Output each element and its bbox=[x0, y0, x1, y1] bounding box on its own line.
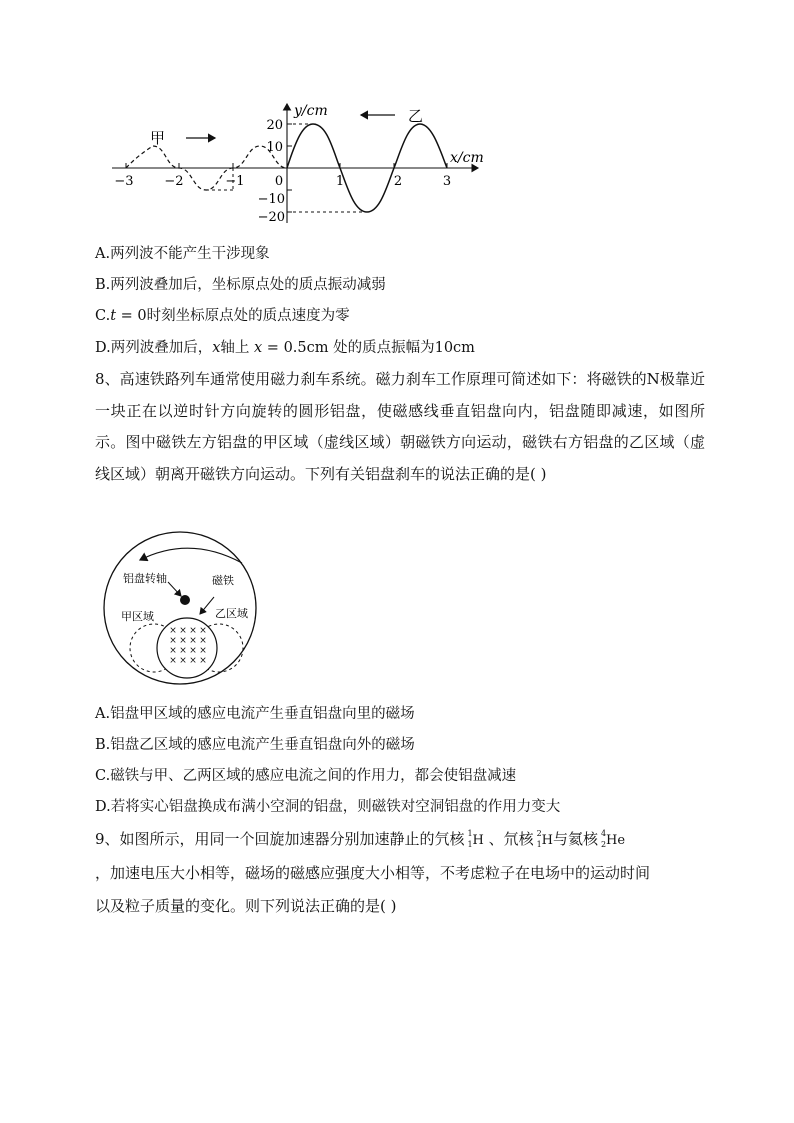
svg-text:×: × bbox=[169, 646, 177, 656]
q8-option-d bbox=[95, 797, 560, 817]
svg-text:×: × bbox=[199, 646, 207, 656]
y-tick-label: 20 bbox=[266, 118, 283, 133]
helium-nucleus: 4 2 bbox=[600, 829, 607, 849]
disk-axis bbox=[180, 595, 190, 605]
svg-text:×: × bbox=[199, 656, 207, 666]
option-text: 磁铁与甲、乙两区域的感应电流之间的作用力，都会使铝盘减速 bbox=[110, 768, 517, 784]
svg-text:×: × bbox=[169, 656, 177, 666]
magnet-label: 磁铁 bbox=[212, 574, 234, 587]
q9-stem-line-2: ，加速电压大小相等，磁场的磁感应强度大小相等，不考虑粒子在电场中的运动时间 bbox=[95, 864, 651, 882]
y-tick-label: 10 bbox=[266, 140, 283, 155]
axis-pointer bbox=[168, 582, 181, 596]
x-tick-label: 2 bbox=[393, 174, 403, 189]
svg-text:×: × bbox=[189, 636, 197, 646]
x-tick-label: 0 bbox=[274, 174, 284, 189]
option-text: 铝盘甲区域的感应电流产生垂直铝盘向里的磁场 bbox=[110, 706, 415, 722]
wave-figure bbox=[105, 95, 505, 230]
disk-axis-label: 铝盘转轴 bbox=[123, 572, 167, 585]
y-axis-label: y/cm bbox=[294, 103, 328, 119]
svg-text:×: × bbox=[179, 646, 187, 656]
q9-stem-line-3: 以及粒子质量的变化。则下列说法正确的是( ) bbox=[95, 897, 397, 915]
x-tick-label: 3 bbox=[442, 174, 452, 189]
y-tick-label: −10 bbox=[257, 192, 285, 207]
variable-x: x bbox=[212, 340, 221, 356]
variable-t: t bbox=[110, 308, 117, 324]
option-text: 铝盘乙区域的感应电流产生垂直铝盘向外的磁场 bbox=[110, 737, 415, 753]
region-jia-label: 甲区域 bbox=[121, 610, 154, 623]
svg-text:×: × bbox=[199, 636, 207, 646]
x-tick-label: −3 bbox=[114, 174, 134, 189]
option-prefix: A. bbox=[95, 246, 111, 262]
svg-text:×: × bbox=[199, 626, 207, 636]
x-tick-label: 1 bbox=[335, 174, 345, 189]
svg-text:×: × bbox=[169, 626, 177, 636]
q8-option-c bbox=[95, 766, 516, 786]
wave-yi-label: 乙 bbox=[408, 107, 424, 125]
deuterium-nucleus: 2 1 bbox=[536, 829, 542, 849]
svg-text:×: × bbox=[189, 626, 197, 636]
svg-text:×: × bbox=[179, 636, 187, 646]
q8-stem: 8、高速铁路列车通常使用磁力刹车系统。磁力刹车工作原理可简述如下：将磁铁的N极靠近一块正在以逆时针方向旋转的圆形铝盘，使磁感线垂直铝盘向内，铝盘随即减速，如图所示。图中磁铁左方铝盘的甲区域（虚线区域）朝磁铁方向运动，磁铁右方铝盘的乙区域（虚线区域）朝离开磁铁方向运动。下列有关铝盘刹车的说法正确的是( ) bbox=[95, 370, 705, 483]
q7-option-c: C.t = 0时刻坐标原点处的质点速度为零 bbox=[95, 308, 350, 324]
region-yi-label: 乙区域 bbox=[215, 607, 248, 620]
svg-text:×: × bbox=[179, 626, 187, 636]
option-prefix: A. bbox=[95, 706, 111, 722]
option-text: 两列波不能产生干涉现象 bbox=[110, 246, 270, 262]
magnet-region bbox=[157, 618, 217, 678]
svg-text:×: × bbox=[189, 656, 197, 666]
q8-option-b bbox=[95, 735, 415, 755]
variable-x: x bbox=[254, 340, 263, 356]
q7-option-d: D.两列波叠加后，x轴上 x = 0.5cm 处的质点振幅为10cm bbox=[95, 340, 475, 356]
y-tick-label: −20 bbox=[257, 210, 285, 225]
x-tick-label: −1 bbox=[225, 174, 245, 189]
option-prefix: B. bbox=[95, 277, 111, 293]
q9-stem-line-1: 9、如图所示，用同一个回旋加速器分别加速静止的氕核 1 1 H 、氘核 2 1 H与氦核 4 2 He bbox=[95, 829, 626, 849]
x-axis-label: x/cm bbox=[450, 150, 484, 166]
option-text: 两列波叠加后，坐标原点处的质点振动减弱 bbox=[110, 277, 386, 293]
svg-text:×: × bbox=[189, 646, 197, 656]
protium-nucleus: 1 1 bbox=[467, 829, 473, 849]
option-prefix: C. bbox=[95, 768, 111, 784]
x-tick-label: −2 bbox=[164, 174, 184, 189]
svg-text:×: × bbox=[169, 636, 177, 646]
q8-option-a bbox=[95, 704, 415, 724]
q7-option-a bbox=[95, 244, 270, 264]
wave-jia-label: 甲 bbox=[150, 129, 166, 147]
magnet-pointer bbox=[200, 597, 214, 614]
option-prefix: C. bbox=[95, 308, 111, 324]
option-prefix: B. bbox=[95, 737, 111, 753]
option-text: 若将实心铝盘换成布满小空洞的铝盘，则磁铁对空洞铝盘的作用力变大 bbox=[110, 799, 561, 815]
rotation-arrow bbox=[140, 548, 242, 563]
svg-text:×: × bbox=[179, 656, 187, 666]
option-prefix: D. bbox=[95, 340, 111, 356]
option-prefix: D. bbox=[95, 799, 111, 815]
q7-option-b bbox=[95, 275, 386, 295]
disk-figure bbox=[98, 530, 268, 690]
